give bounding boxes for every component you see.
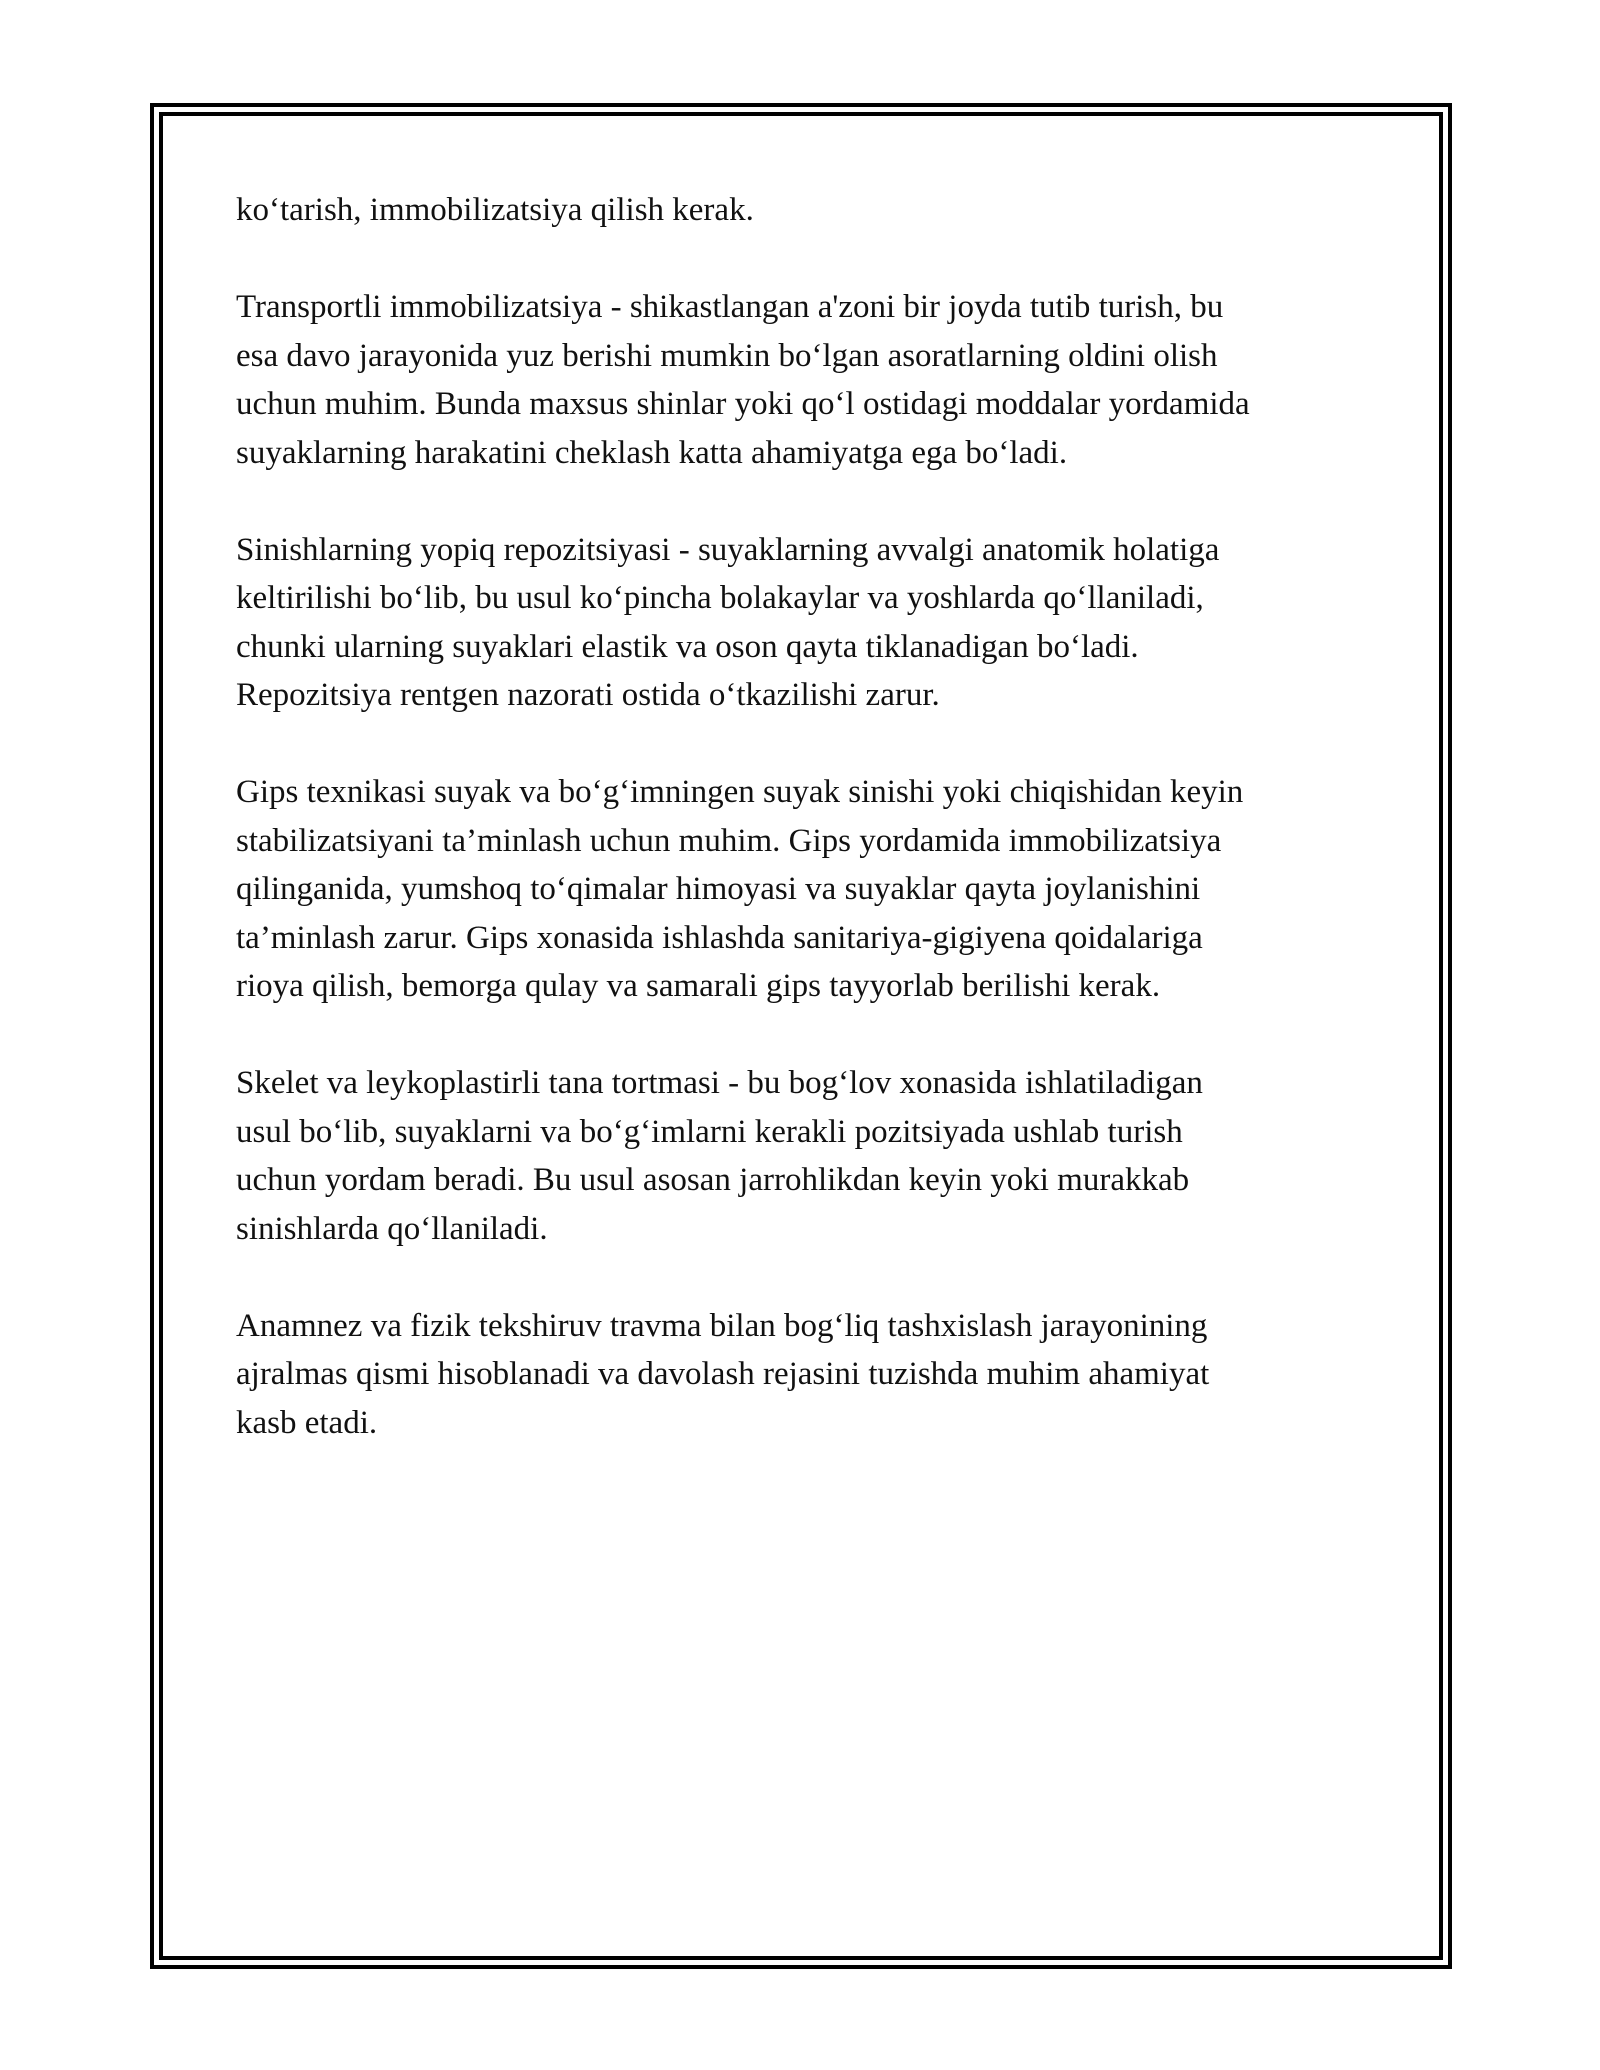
text-line: esa davo jarayonida yuz berishi mumkin bo‘lgan asoratlarning oldini olish (236, 337, 1218, 374)
text-line: uchun yordam beradi. Bu usul asosan jarrohlikdan keyin yoki murakkab (236, 1162, 1190, 1198)
text-line: chunki ularning suyaklari elastik va oson qayta tiklanadigan bo‘ladi. (236, 628, 1139, 665)
text-line: rioya qilish, bemorga qulay va samarali gips tayyorlab berilishi kerak. (236, 968, 1161, 1004)
text-line: Transportli immobilizatsiya - shikastlangan a'zoni bir joyda tutib turish, bu (236, 289, 1224, 325)
text-line: sinishlarda qo‘llaniladi. (236, 1210, 548, 1247)
text-line: ta’minlash zarur. Gips xonasida ishlashda sanitariya-gigiyena qoidalariga (236, 919, 1203, 956)
text-line: usul bo‘lib, suyaklarni va bo‘g‘imlarni kerakli pozitsiyada ushlab turish (236, 1113, 1183, 1150)
text-line: keltirilishi bo‘lib, bu usul ko‘pincha bolakaylar va yoshlarda qo‘llaniladi, (236, 580, 1204, 616)
text-line: Anamnez va fizik tekshiruv travma bilan bog‘liq tashxislash jarayonining (236, 1307, 1208, 1344)
paragraph-anamnesis (236, 1302, 1386, 1448)
text-line: Sinishlarning yopiq repozitsiyasi - suyaklarning avvalgi anatomik holatiga (236, 531, 1220, 568)
text-line: Skelet va leykoplastirli tana tortmasi - bu bog‘lov xonasida ishlatiladigan (236, 1065, 1203, 1101)
page-content (236, 186, 1386, 1496)
text-line: ajralmas qismi hisoblanadi va davolash rejasini tuzishda muhim ahamiyat (236, 1356, 1210, 1392)
paragraph-continuation (236, 186, 1386, 235)
paragraph-transport-immobilization (236, 283, 1386, 477)
paragraph-cast-technique (236, 768, 1386, 1011)
text-line: Gips texnikasi suyak va bo‘g‘imningen suyak sinishi yoki chiqishidan keyin (236, 774, 1244, 810)
text-line: uchun muhim. Bunda maxsus shinlar yoki qo‘l ostidagi moddalar yordamida (236, 386, 1250, 422)
text-line: qilinganida, yumshoq to‘qimalar himoyasi va suyaklar qayta joylanishini (236, 871, 1201, 907)
paragraph-skeletal-traction (236, 1059, 1386, 1253)
paragraph-closed-reposition (236, 526, 1386, 720)
text-line: Repozitsiya rentgen nazorati ostida o‘tkazilishi zarur. (236, 677, 940, 713)
text-line: stabilizatsiyani ta’minlash uchun muhim. Gips yordamida immobilizatsiya (236, 822, 1222, 859)
text-line: ko‘tarish, immobilizatsiya qilish kerak. (236, 192, 754, 228)
text-line: suyaklarning harakatini cheklash katta ahamiyatga ega bo‘ladi. (236, 434, 1068, 471)
text-line: kasb etadi. (236, 1404, 378, 1441)
